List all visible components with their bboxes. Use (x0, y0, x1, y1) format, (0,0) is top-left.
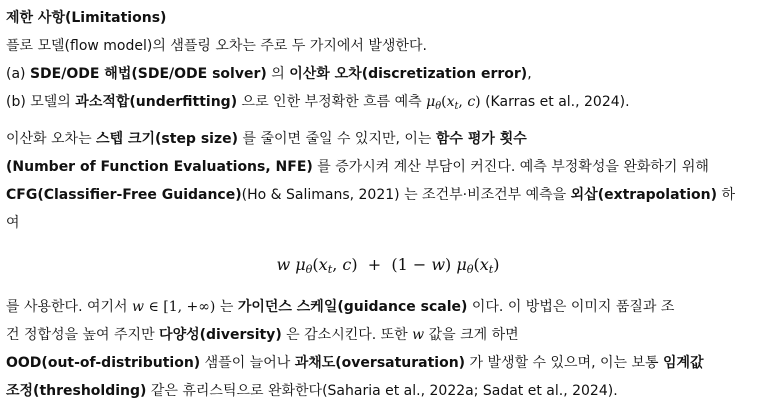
para2-line4 (6, 214, 770, 234)
guidance-range-math: w ∈ [1, +∞) (132, 299, 216, 315)
para3-text: 은 감소시킨다. 또한 (281, 327, 413, 343)
para2-line1 (6, 130, 770, 150)
diversity-term: 다양성(diversity) (159, 327, 282, 343)
item-a-solver: SDE/ODE 해법(SDE/ODE solver) (29, 66, 267, 82)
item-a-discretization: 이산화 오차(discretization error) (289, 66, 528, 82)
para2-line2 (6, 158, 770, 178)
para3-line4 (6, 382, 770, 402)
section-title-text: 제한 사항(Limitations) (6, 10, 167, 26)
para3-text: 건 정합성을 높여 주지만 (6, 327, 160, 343)
thresholding-term-en: 조정(thresholding) (6, 383, 147, 399)
para3-line1 (6, 298, 770, 318)
cfg-term: CFG(Classifier-Free Guidance) (6, 187, 242, 203)
para2-text: 여 (6, 215, 20, 231)
extrapolation-term: 외삽(extrapolation) (570, 187, 718, 203)
item-b-math: $\mu_\theta(x_t$, c) (426, 94, 481, 112)
item-b (6, 93, 770, 113)
para3-line3 (6, 354, 770, 374)
nfe-term-en: (Number of Function Evaluations, NFE) (6, 159, 313, 175)
para2-text: 를 증가시켜 계산 부담이 커진다. 예측 부정확성을 완화하기 위해 (312, 159, 709, 175)
item-a-mid: 의 (266, 66, 290, 82)
item-b-prefix: (b) 모델의 (6, 94, 76, 110)
para2-text: (Ho & Salimans, 2021) 는 조건부·비조건부 예측을 (241, 187, 571, 203)
thresholding-term: 임계값 (662, 355, 704, 371)
para3-text: 같은 휴리스틱으로 완화한다(Saharia et al., 2022a; Sadat et al., 2024). (146, 383, 618, 399)
para3-text: 를 사용한다. 여기서 (6, 299, 132, 315)
para2-text: 이산화 오차는 (6, 131, 97, 147)
guidance-scale-term: 가이던스 스케일(guidance scale) (237, 299, 468, 315)
item-b-suffix: (Karras et al., 2024). (480, 94, 630, 110)
intro-text: 플로 모델(flow model)의 샘플링 오차는 주로 두 가지에서 발생한다. (6, 38, 427, 54)
w-math: w (412, 327, 425, 343)
item-a-prefix: (a) (6, 66, 30, 82)
para3-text: 가 발생할 수 있으며, 이는 보통 (465, 355, 663, 371)
para3-text: 값을 크게 하면 (424, 327, 519, 343)
item-b-underfitting: 과소적합(underfitting) (75, 94, 238, 110)
para3-text: 는 (215, 299, 238, 315)
item-a-suffix: , (527, 66, 532, 82)
step-size-term: 스텝 크기(step size) (96, 131, 239, 147)
item-b-mid: 으로 인한 부정확한 흐름 예측 (237, 94, 427, 110)
para2-line3 (6, 186, 770, 206)
para2-text: 하 (717, 187, 736, 203)
display-equation: w $\mu_\theta(x_t$, c) + (1 − w) $\mu_\theta(x_t)$ (276, 255, 500, 276)
section-title (6, 9, 770, 29)
para3-text: 이다. 이 방법은 이미지 품질과 조 (467, 299, 675, 315)
para3-text: 샘플이 늘어나 (200, 355, 295, 371)
item-a (6, 65, 770, 85)
intro-line (6, 37, 770, 57)
para3-line2 (6, 326, 770, 346)
para2-text: 를 줄이면 줄일 수 있지만, 이는 (238, 131, 436, 147)
oversaturation-term: 과채도(oversaturation) (294, 355, 466, 371)
ood-term: OOD(out-of-distribution) (6, 355, 201, 371)
nfe-term: 함수 평가 횟수 (435, 131, 527, 147)
